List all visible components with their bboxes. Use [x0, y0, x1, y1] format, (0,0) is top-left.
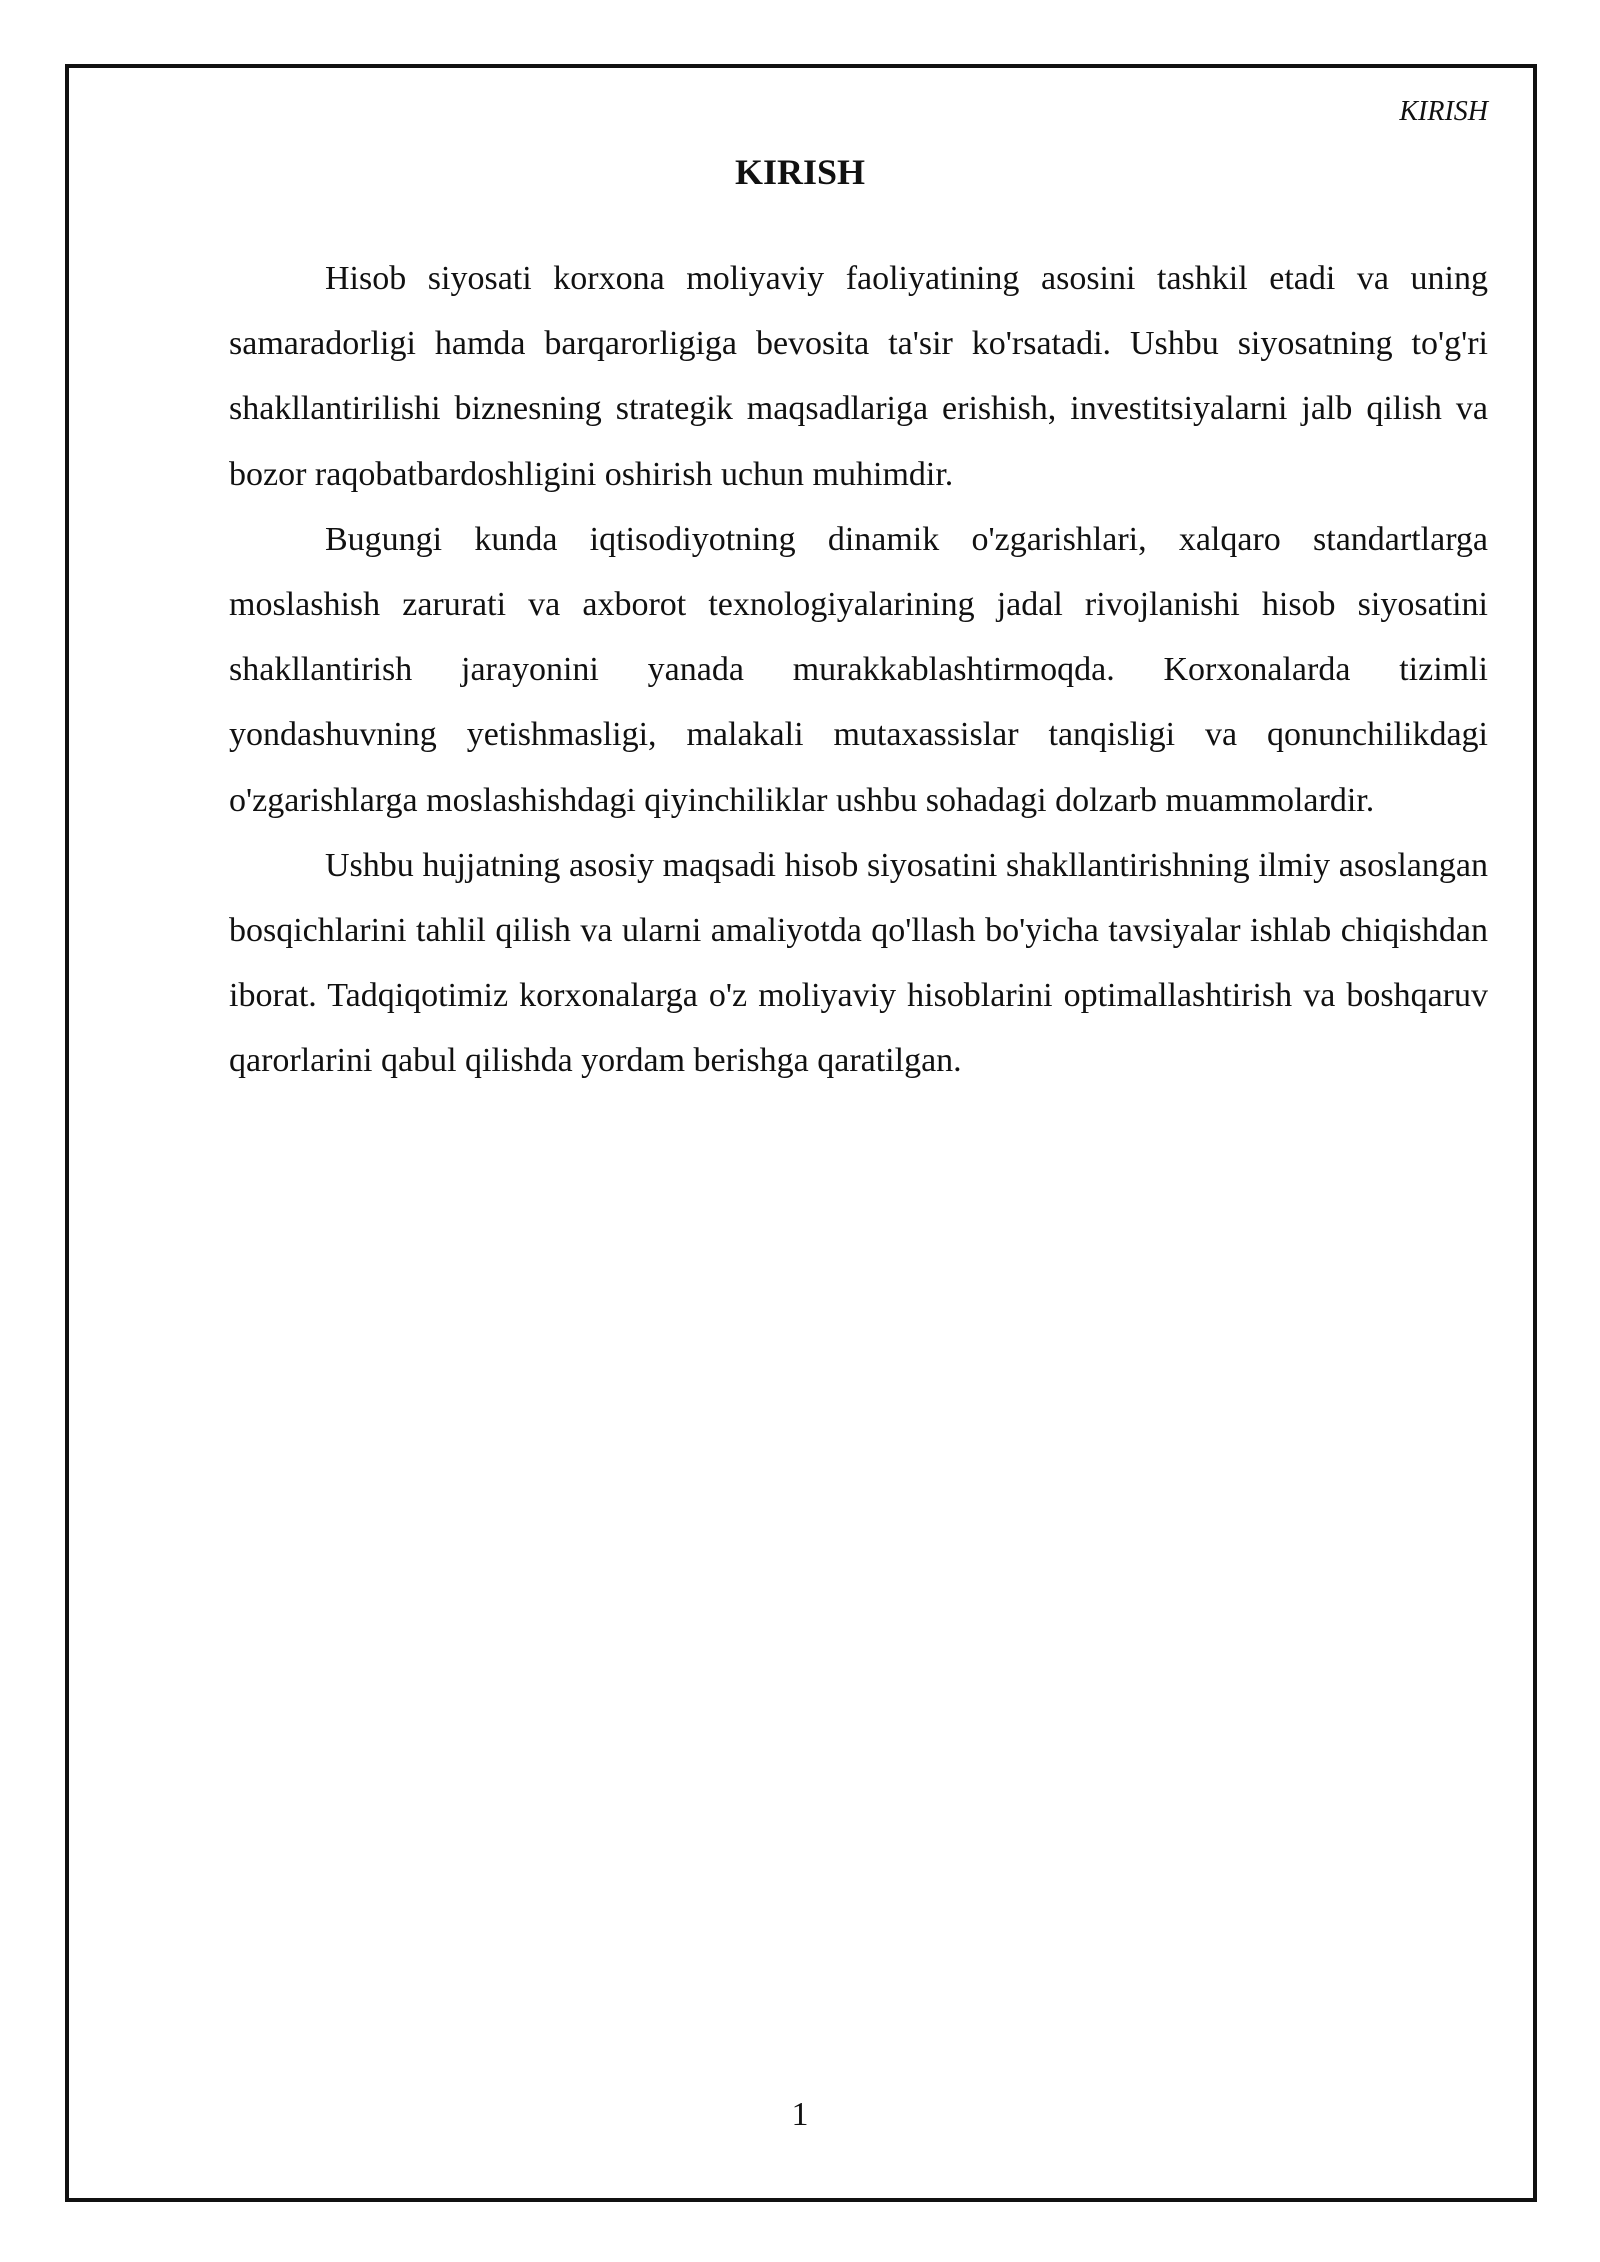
paragraph: Bugungi kunda iqtisodiyotning dinamik o'zgarishlari, xalqaro standartlarga moslashish zarurati va axborot texnologiyalarining jadal rivojlanishi hisob siyosatini shakllantirish jarayonini yanada murakkablashtirmoqda. Korxonalarda tizimli yondashuvning yetishmasligi, malakali mutaxassislar tanqisligi va qonunchilikdagi o'zgarishlarga moslashishdagi qiyinchiliklar ushbu sohadagi dolzarb muammolardir.	[229, 520, 1488, 819]
running-header: KIRISH	[1399, 96, 1488, 127]
paragraph: Hisob siyosati korxona moliyaviy faoliyatining asosini tashkil etadi va uning samaradorligi hamda barqarorligiga bevosita ta'sir ko'rsatadi. Ushbu siyosatning to'g'ri shakllantirilishi biznesning strategik maqsadlariga erishish, investitsiyalarni jalb qilish va bozor raqobatbardoshligini oshirish uchun muhimdir.	[229, 260, 1488, 493]
paragraph: Ushbu hujjatning asosiy maqsadi hisob siyosatini shakllantirishning ilmiy asoslangan bosqichlarini tahlil qilish va ularni amaliyotda qo'llash bo'yicha tavsiyalar ishlab chiqishdan iborat. Tadqiqotimiz korxonalarga o'z moliyaviy hisoblarini optimallashtirish va boshqaruv qarorlarini qabul qilishda yordam berishga qaratilgan.	[229, 846, 1488, 1080]
page-number: 1	[791, 2096, 809, 2133]
body-text	[229, 246, 1488, 1094]
page-title: KIRISH	[734, 152, 866, 192]
